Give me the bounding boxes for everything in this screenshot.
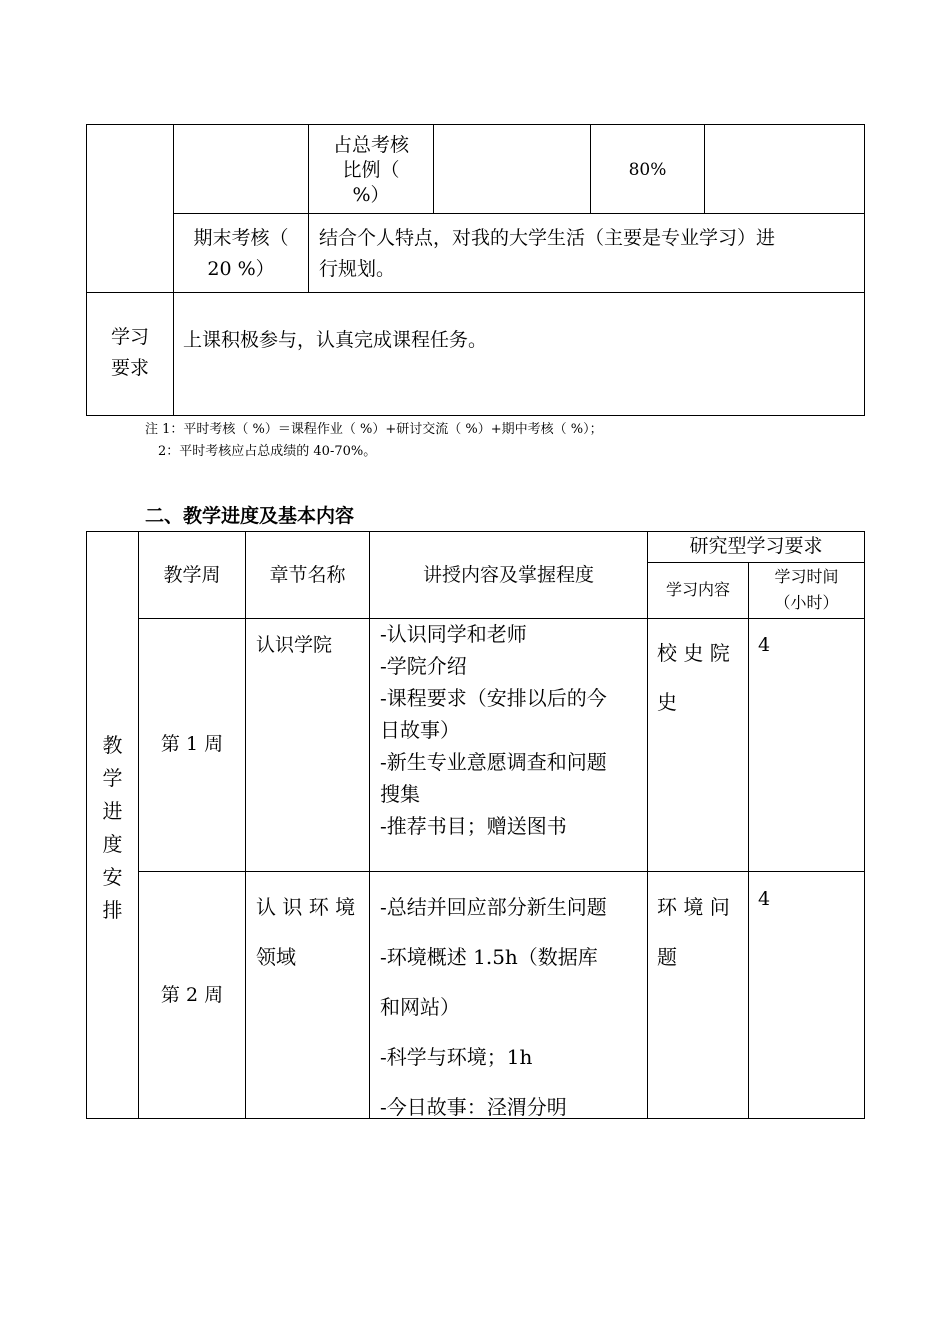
row2-study-line: 环 境 问 [657, 895, 730, 919]
row1-hours: 4 [758, 634, 771, 656]
ratio-value: 80% [628, 160, 667, 180]
row1-content [380, 618, 607, 842]
side-label-char: 排 [102, 898, 123, 922]
note-line-2: 2：平时考核应占总成绩的 40-70%。 [158, 444, 377, 459]
final-exam-content-line: 行规划。 [319, 258, 396, 280]
row2-study-content [657, 882, 730, 982]
ratio-label-line: %） [352, 184, 390, 206]
final-exam-label-line: 期末考核（ [193, 227, 289, 249]
row2-content-line: 和网站） [380, 995, 460, 1019]
ratio-label [309, 133, 433, 208]
header-study-time-line: 学习时间 [774, 567, 839, 586]
note-line-1: 注 1：平时考核（ %）＝课程作业（ %）+研讨交流（ %）+期中考核（ %）； [145, 422, 603, 437]
study-requirement-label [87, 322, 173, 384]
side-label-char: 安 [102, 865, 123, 889]
ratio-label-line: 比例（ [342, 159, 400, 181]
side-label-char: 度 [102, 832, 123, 856]
row1-week: 第 1 周 [160, 733, 224, 755]
row1-chapter: 认识学院 [256, 634, 333, 656]
schedule-side-label [87, 729, 138, 927]
final-exam-content-line: 结合个人特点，对我的大学生活（主要是专业学习）进 [319, 227, 776, 249]
header-week: 教学周 [163, 564, 221, 586]
row1-content-line: -学院介绍 [380, 654, 467, 678]
row2-chapter-line: 领域 [256, 945, 296, 969]
final-exam-content [319, 223, 775, 285]
row1-content-line: 日故事） [380, 718, 460, 742]
row2-chapter-line: 认 识 环 境 [256, 895, 356, 919]
section-title: 二、教学进度及基本内容 [145, 505, 355, 527]
final-exam-label-line: 20 %） [207, 258, 275, 280]
row2-content-line: -环境概述 1.5h（数据库 [380, 945, 598, 969]
header-study-time [749, 564, 864, 616]
header-study-time-line: （小时） [774, 593, 839, 612]
final-exam-label [174, 223, 308, 285]
row2-study-line: 题 [657, 945, 677, 969]
row2-content-line: -总结并回应部分新生问题 [380, 895, 607, 919]
row2-hours: 4 [758, 888, 771, 910]
header-research: 研究型学习要求 [689, 535, 823, 557]
header-study-content: 学习内容 [665, 580, 730, 599]
ratio-label-line: 占总考核 [332, 134, 409, 156]
row1-study-content [657, 629, 730, 727]
side-label-char: 教 [102, 733, 123, 757]
study-requirement-label-line: 要求 [110, 357, 149, 379]
row1-content-line: -新生专业意愿调查和问题 [380, 750, 607, 774]
row1-study-line: 史 [657, 690, 677, 714]
row2-content [380, 882, 607, 1132]
row2-content-line: -今日故事：泾渭分明 [380, 1095, 567, 1119]
row1-content-line: -课程要求（安排以后的今 [380, 686, 607, 710]
study-requirement-content: 上课积极参与，认真完成课程任务。 [183, 329, 488, 351]
side-label-char: 学 [102, 766, 123, 790]
row2-week: 第 2 周 [160, 984, 224, 1006]
row1-study-line: 校 史 院 [657, 641, 730, 665]
row1-content-line: -认识同学和老师 [380, 622, 527, 646]
header-content: 讲授内容及掌握程度 [422, 564, 594, 586]
row2-chapter [256, 882, 355, 982]
row1-content-line: 搜集 [380, 782, 420, 806]
header-chapter: 章节名称 [269, 564, 346, 586]
side-label-char: 进 [102, 799, 123, 823]
study-requirement-label-line: 学习 [110, 326, 149, 348]
row1-content-line: -推荐书目；赠送图书 [380, 814, 567, 838]
row2-content-line: -科学与环境；1h [380, 1045, 533, 1069]
